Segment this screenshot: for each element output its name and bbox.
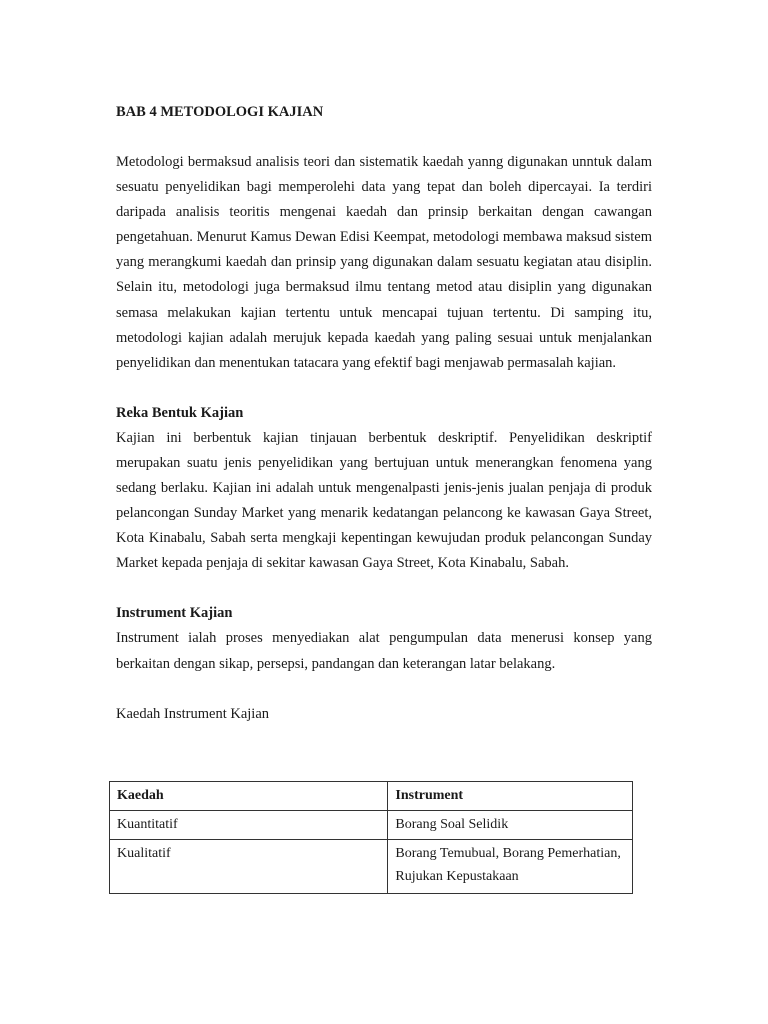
table-header-kaedah: Kaedah <box>110 782 388 811</box>
chapter-title: BAB 4 METODOLOGI KAJIAN <box>116 104 324 120</box>
table-row <box>110 811 633 840</box>
table-cell-instrument: Borang Temubual, Borang Pemerhatian, Rujukan Kepustakaan <box>388 840 633 894</box>
intro-paragraph: Metodologi bermaksud analisis teori dan sistematik kaedah yanng digunakan unntuk dalam sesuatu penyelidikan bagi memperolehi data yang tepat dan boleh dipercayai. Ia terdiri daripada analisis teoritis mengenai kaedah dan prinsip berkaitan dengan cawangan pengetahuan. Menurut Kamus Dewan Edisi Keempat, metodologi membawa maksud sistem yang merangkumi kaedah dan prinsip yang digunakan dalam sesuatu kegiatan atau disiplin. Selain itu, metodologi juga bermaksud ilmu tentang metod atau disiplin yang digunakan semasa melakukan kajian tertentu untuk mencapai tujuan tertentu. Di samping itu, metodologi kajian adalah merujuk kepada kaedah yang paling sesuai untuk menjalankan penyelidikan dan menentukan tatacara yang efektif bagi menjawab permasalah kajian. <box>116 154 652 371</box>
table-header-instrument: Instrument <box>388 782 633 811</box>
table-header-row <box>110 782 633 811</box>
table-cell-instrument: Borang Soal Selidik <box>388 811 633 840</box>
table-caption: Kaedah Instrument Kajian <box>116 705 270 722</box>
section-heading-instrument: Instrument Kajian <box>116 605 233 622</box>
table-row <box>110 840 633 894</box>
table-cell-kaedah: Kuantitatif <box>110 811 388 840</box>
section-heading-reka-bentuk: Reka Bentuk Kajian <box>116 404 244 421</box>
table-cell-kaedah: Kualitatif <box>110 840 388 894</box>
document-body <box>116 100 652 727</box>
reka-bentuk-paragraph: Kajian ini berbentuk kajian tinjauan berbentuk deskriptif. Penyelidikan deskriptif merupakan suatu jenis penyelidikan yang bertujuan untuk menerangkan fenomena yang sedang berlaku. Kajian ini adalah untuk mengenalpasti jenis-jenis jualan penjaja di produk pelancongan Sunday Market yang menarik kedatangan pelancong ke kawasan Gaya Street, Kota Kinabalu, Sabah serta mengkaji kepentingan kewujudan produk pelancongan Sunday Market kepada penjaja di sekitar kawasan Gaya Street, Kota Kinabalu, Sabah. <box>116 429 652 572</box>
instrument-paragraph: Instrument ialah proses menyediakan alat pengumpulan data menerusi konsep yang berkaitan dengan sikap, persepsi, pandangan dan keterangan latar belakang. <box>116 630 652 672</box>
instrument-table <box>109 781 633 894</box>
